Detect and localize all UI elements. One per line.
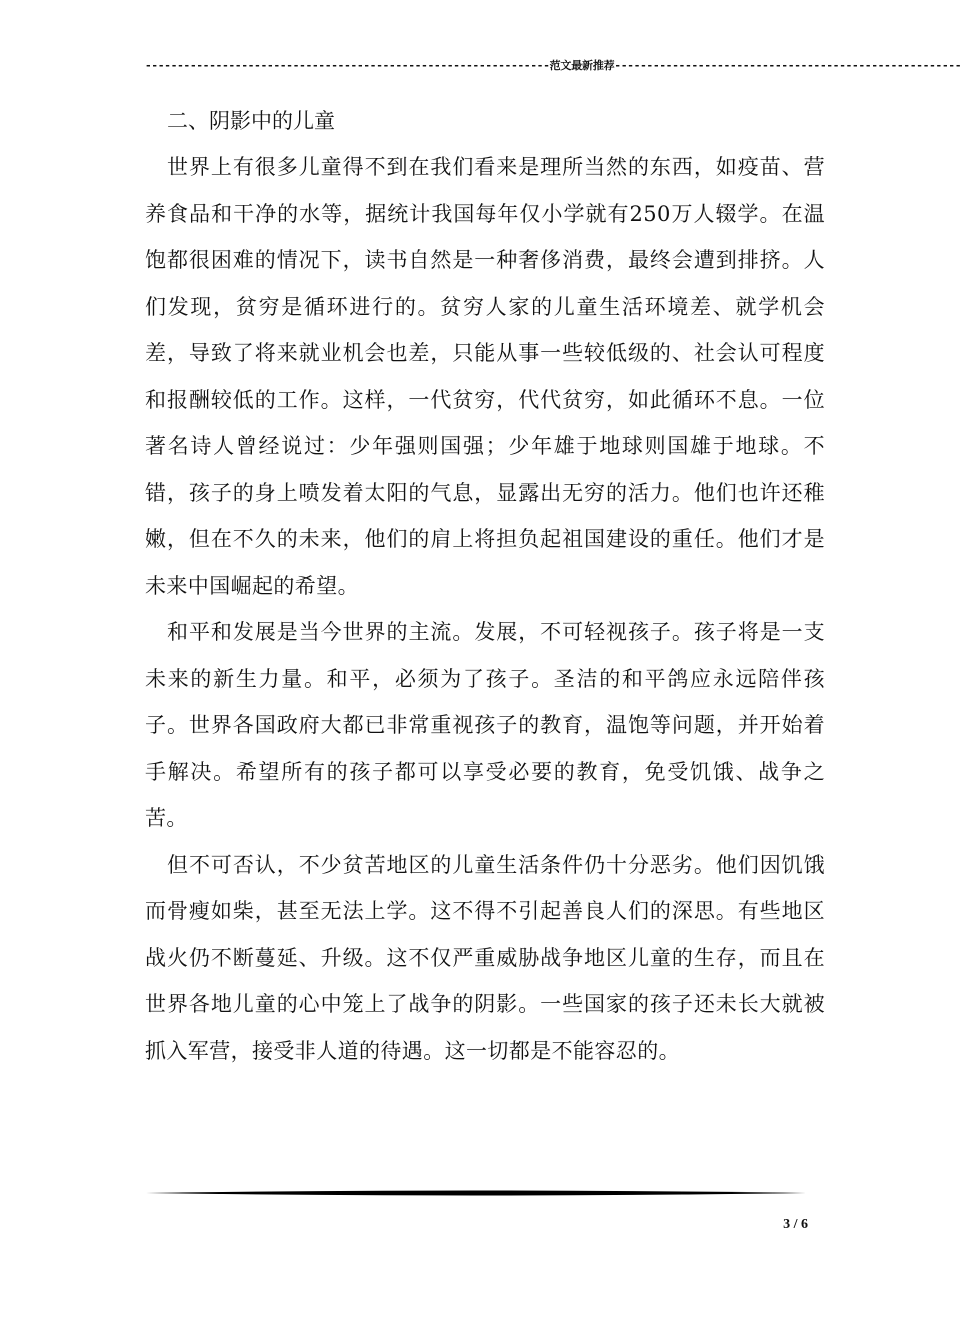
section-heading: 二、阴影中的儿童 [167,109,335,133]
paragraph-3: 但不可否认，不少贫苦地区的儿童生活条件仍十分恶劣。他们因饥饿而骨瘦如柴，甚至无法上学。这不得不引起善良人们的深思。有些地区战火仍不断蔓延、升级。这不仅严重威胁战争地区儿童的生存，而且在世界各地儿童的心中笼上了战争的阴影。一些国家的孩子还未长大就被抓入军营，接受非人道的待遇。这一切都是不能容忍的。 [145,852,825,1063]
paragraph-1: 世界上有很多儿童得不到在我们看来是理所当然的东西，如疫苗、营养食品和干净的水等，据统计我国每年仅小学就有250万人辍学。在温饱都很困难的情况下，读书自然是一种奢侈消费，最终会遭到排挤。人们发现，贫穷是循环进行的。贫穷人家的儿童生活环境差、就学机会差，导致了将来就业机会也差，只能从事一些较低级的、社会认可程度和报酬较低的工作。这样，一代贫穷，代代贫穷，如此循环不息。一位著名诗人曾经说过：少年强则国强；少年雄于地球则国雄于地球。不错，孩子的身上喷发着太阳的气息，显露出无穷的活力。他们也许还稚嫩，但在不久的未来，他们的肩上将担负起祖国建设的重任。他们才是未来中国崛起的希望。 [145,155,825,598]
page-number: 3 / 6 [783,1217,808,1232]
footer-divider [146,1186,806,1200]
paragraph-2: 和平和发展是当今世界的主流。发展，不可轻视孩子。孩子将是一支未来的新生力量。和平，必须为了孩子。圣洁的和平鸽应永远陪伴孩子。世界各国政府大都已非常重视孩子的教育，温饱等问题，并开始着手解决。希望所有的孩子都可以享受必要的教育，免受饥饿、战争之苦。 [145,620,825,830]
page-header-banner: ---------------------------------------------------------------范文最新推荐------------------------------------------------------ [145,59,961,72]
document-body [145,98,825,1074]
